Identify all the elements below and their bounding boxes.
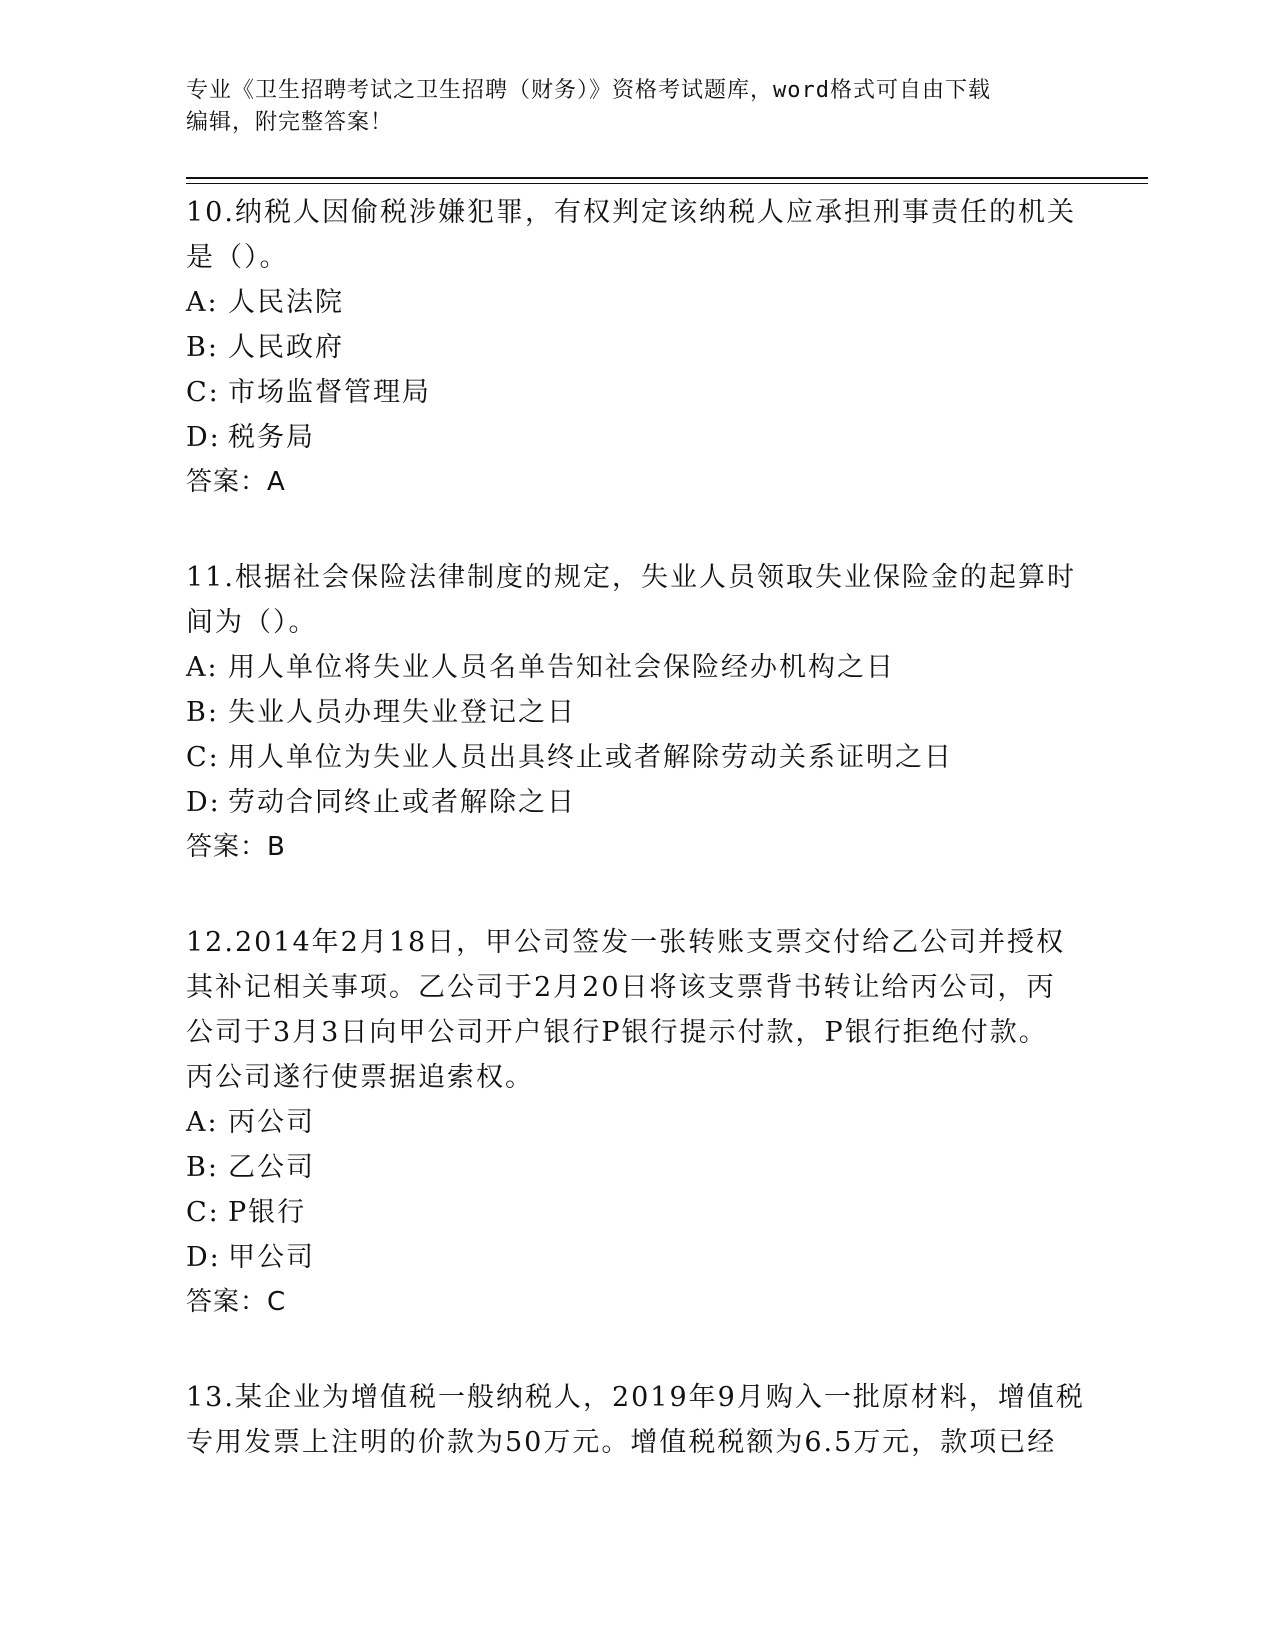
question-stem-line: 专用发票上注明的价款为50万元。增值税税额为6.5万元，款项已经 — [186, 1427, 1057, 1458]
option-d — [186, 1235, 1086, 1280]
answer-line: 答案：C — [186, 1287, 287, 1317]
question-list — [186, 190, 1086, 1515]
question-stem — [186, 190, 1086, 280]
option-text: 人民政府 — [228, 332, 344, 363]
option-text: 人民法院 — [228, 287, 344, 318]
option-text: 甲公司 — [228, 1242, 315, 1273]
option-text: 乙公司 — [228, 1152, 315, 1183]
option-text: 失业人员办理失业登记之日 — [228, 697, 576, 728]
option-d — [186, 415, 1086, 460]
option-b — [186, 325, 1086, 370]
option-key: D: — [186, 422, 221, 453]
answer-line: 答案：A — [186, 467, 286, 497]
option-d — [186, 780, 1086, 825]
option-a — [186, 1100, 1086, 1145]
option-key: A: — [186, 1107, 219, 1138]
option-c — [186, 735, 1086, 780]
question-stem-line: 间为（）。 — [186, 607, 318, 638]
question-stem-line: 13.某企业为增值税一般纳税人，2019年9月购入一批原材料，增值税 — [186, 1382, 1085, 1413]
option-key: B: — [186, 1152, 219, 1183]
option-text: 用人单位为失业人员出具终止或者解除劳动关系证明之日 — [228, 742, 953, 773]
question-stem-line: 其补记相关事项。乙公司于2月20日将该支票背书转让给丙公司，丙 — [186, 972, 1056, 1003]
option-list — [186, 1100, 1086, 1280]
question-12 — [186, 920, 1086, 1325]
option-a — [186, 280, 1086, 325]
option-text: 丙公司 — [228, 1107, 315, 1138]
question-13 — [186, 1375, 1086, 1465]
question-stem — [186, 920, 1086, 1100]
option-c — [186, 1190, 1086, 1235]
question-stem-line: 丙公司遂行使票据追索权。 — [186, 1062, 534, 1093]
option-a — [186, 645, 1086, 690]
header-divider-thick — [186, 177, 1148, 179]
question-stem-line: 11.根据社会保险法律制度的规定，失业人员领取失业保险金的起算时 — [186, 562, 1076, 593]
document-header — [186, 75, 1066, 139]
question-10 — [186, 190, 1086, 505]
option-c — [186, 370, 1086, 415]
option-b — [186, 690, 1086, 735]
question-11 — [186, 555, 1086, 870]
option-key: D: — [186, 787, 221, 818]
option-text: 税务局 — [228, 422, 315, 453]
option-b — [186, 1145, 1086, 1190]
option-text: 用人单位将失业人员名单告知社会保险经办机构之日 — [228, 652, 895, 683]
option-key: A: — [186, 287, 219, 318]
option-list — [186, 280, 1086, 460]
question-stem — [186, 1375, 1086, 1465]
option-text: 劳动合同终止或者解除之日 — [228, 787, 576, 818]
option-list — [186, 645, 1086, 825]
question-stem-line: 10.纳税人因偷税涉嫌犯罪，有权判定该纳税人应承担刑事责任的机关 — [186, 197, 1076, 228]
question-stem-line: 是（）。 — [186, 242, 289, 273]
option-key: D: — [186, 1242, 221, 1273]
question-stem-line: 公司于3月3日向甲公司开户银行P银行提示付款，P银行拒绝付款。 — [186, 1017, 1048, 1048]
answer-line: 答案：B — [186, 832, 286, 862]
option-text: 市场监督管理局 — [228, 377, 431, 408]
header-line-1: 专业《卫生招聘考试之卫生招聘（财务）》资格考试题库，word格式可自由下载 — [186, 78, 991, 103]
header-line-2: 编辑，附完整答案！ — [186, 110, 394, 135]
option-key: C: — [186, 1197, 220, 1228]
option-key: C: — [186, 742, 220, 773]
option-key: B: — [186, 332, 219, 363]
option-text: P银行 — [228, 1197, 307, 1228]
option-key: A: — [186, 652, 219, 683]
question-stem-line: 12.2014年2月18日，甲公司签发一张转账支票交付给乙公司并授权 — [186, 927, 1066, 958]
option-key: C: — [186, 377, 220, 408]
option-key: B: — [186, 697, 219, 728]
header-divider-thin — [186, 183, 1148, 184]
question-stem — [186, 555, 1086, 645]
